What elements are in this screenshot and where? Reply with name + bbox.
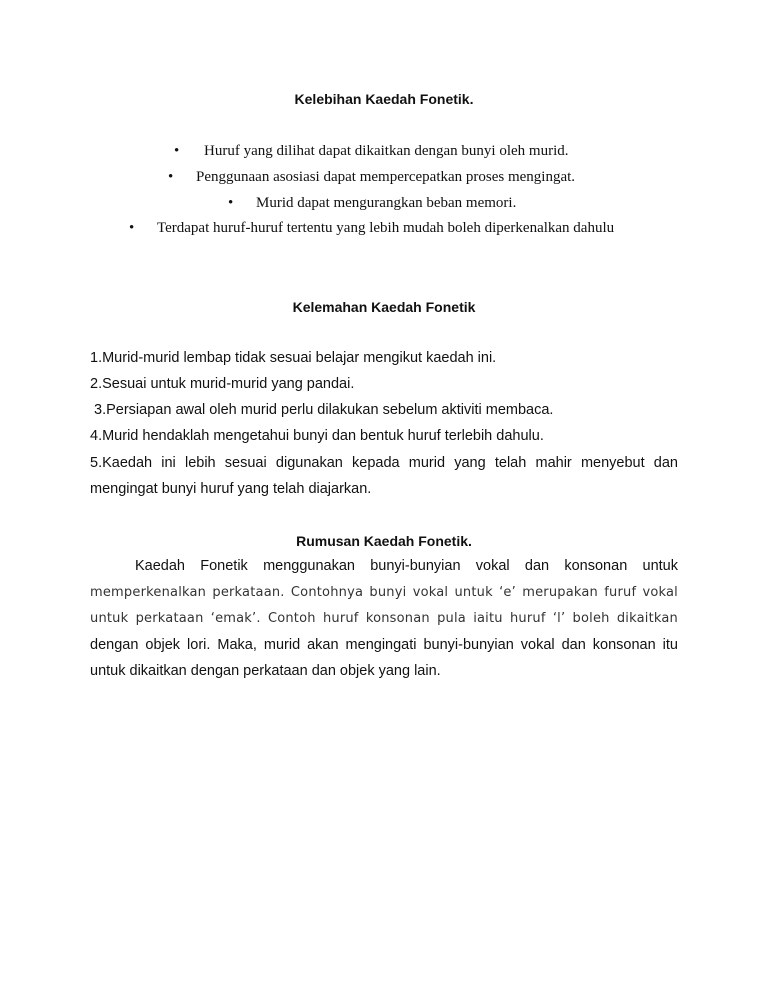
- bullet-text: Huruf yang dilihat dapat dikaitkan dengan bunyi oleh murid.: [204, 143, 569, 159]
- bullet-dot: •: [168, 169, 174, 185]
- heading-kelemahan: Kelemahan Kaedah Fonetik: [292, 299, 476, 315]
- heading-kelebihan: Kelebihan Kaedah Fonetik.: [294, 91, 474, 107]
- bullet-item: [0, 143, 768, 163]
- bullet-dot: •: [174, 143, 180, 159]
- paragraph-line: untuk perkataan ‘emak’. Contoh huruf konsonan pula iaitu huruf ‘l’ boleh dikaitkan: [90, 611, 678, 626]
- paragraph-line: dengan objek lori. Maka, murid akan mengingati bunyi-bunyian vokal dan konsonan itu: [90, 637, 678, 653]
- paragraph-line: untuk dikaitkan dengan perkataan dan objek yang lain.: [90, 663, 441, 679]
- bullet-dot: •: [129, 220, 135, 236]
- bullet-text: Murid dapat mengurangkan beban memori.: [256, 195, 517, 211]
- bullet-item: [0, 195, 768, 215]
- numbered-item: 1.Murid-murid lembap tidak sesuai belajar mengikut kaedah ini.: [90, 350, 497, 366]
- bullet-text: Penggunaan asosiasi dapat mempercepatkan proses mengingat.: [196, 169, 576, 185]
- heading-rumusan: Rumusan Kaedah Fonetik.: [296, 533, 472, 549]
- paragraph-line: Kaedah Fonetik menggunakan bunyi-bunyian vokal dan konsonan untuk: [135, 558, 678, 574]
- bullet-item: [0, 169, 768, 189]
- bullet-item: [0, 220, 768, 240]
- numbered-item: 2.Sesuai untuk murid-murid yang pandai.: [90, 376, 355, 392]
- numbered-item: 4.Murid hendaklah mengetahui bunyi dan bentuk huruf terlebih dahulu.: [90, 428, 544, 444]
- numbered-item: 3.Persiapan awal oleh murid perlu dilakukan sebelum aktiviti membaca.: [90, 402, 554, 418]
- paragraph-line: memperkenalkan perkataan. Contohnya bunyi vokal untuk ‘e’ merupakan furuf vokal: [90, 585, 678, 600]
- numbered-item: 5.Kaedah ini lebih sesuai digunakan kepada murid yang telah mahir menyebut dan: [90, 455, 678, 471]
- bullet-text: Terdapat huruf-huruf tertentu yang lebih mudah boleh diperkenalkan dahulu: [157, 220, 615, 236]
- numbered-item-continuation: mengingat bunyi huruf yang telah diajarkan.: [90, 481, 372, 497]
- bullet-dot: •: [228, 195, 234, 211]
